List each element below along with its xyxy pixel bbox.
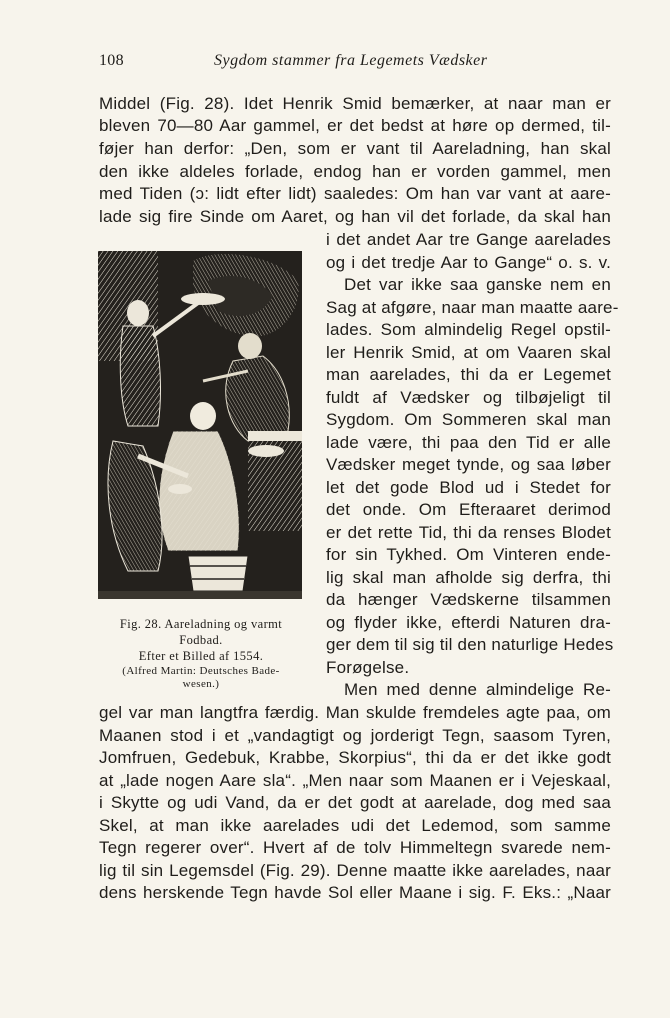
body-line: ger dem til sig til den naturlige Hedes bbox=[326, 635, 614, 654]
body-line: Det var ikke saa ganske nem en bbox=[344, 275, 611, 294]
figure-source-line: wesen.) bbox=[182, 678, 220, 690]
body-line: den ikke aldeles forlade, endog han er vorden gammel, men bbox=[99, 162, 611, 181]
woodcut-figure bbox=[98, 251, 302, 599]
body-line: lig til sin Legemsdel (Fig. 29). Denne maatte ikke aarelades, naar bbox=[99, 861, 611, 880]
woodcut-illustration bbox=[98, 251, 302, 599]
body-line: Men med denne almindelige Re- bbox=[344, 680, 611, 699]
body-line: lig skal man afholde sig derfra, thi bbox=[326, 568, 611, 587]
servant-head bbox=[127, 300, 149, 326]
body-line: Maanen stod i et „vandagtigt og jorderigt Tegn, saasom Tyren, bbox=[99, 726, 611, 745]
figure-caption-line: Efter et Billed af 1554. bbox=[138, 649, 264, 663]
body-line: og flyder ikke, efterdi Naturen dra- bbox=[326, 613, 611, 632]
figure-source-line: (Alfred Martin: Deutsches Bade- bbox=[122, 665, 280, 677]
figure-caption-line: Fodbad. bbox=[179, 633, 223, 647]
body-line: fuldt af Vædsker og tilbøjeligt til bbox=[326, 388, 611, 407]
blood-bowl bbox=[168, 484, 192, 494]
body-line: gel var man langtfra færdig. Man skulde fremdeles agte paa, om bbox=[99, 703, 611, 722]
body-line: Jomfruen, Gedebuk, Krabbe, Skorpius“, thi da er det ikke godt bbox=[99, 748, 611, 767]
body-line: og i det tredje Aar to Gange“ o. s. v. bbox=[326, 253, 611, 272]
body-line: Forøgelse. bbox=[326, 658, 410, 677]
body-line: lades. Som almindelig Regel opstil- bbox=[326, 320, 611, 339]
body-line: Skel, at man ikke aarelades udi det Ledemod, som samme bbox=[99, 816, 611, 835]
body-line: man aarelades, thi da er Legemet bbox=[326, 365, 611, 384]
body-line: ler Henrik Smid, at om Vaaren skal bbox=[326, 343, 611, 362]
platter bbox=[181, 293, 225, 305]
body-line: da hænger Vædskerne tilsammen bbox=[326, 590, 611, 609]
body-line: føjer han derfor: „Den, som er vant til Aareladning, han skal bbox=[99, 139, 611, 158]
surgeon-head bbox=[238, 333, 262, 359]
servant-body bbox=[120, 326, 160, 426]
body-line: Middel (Fig. 28). Idet Henrik Smid bemærker, at naar man er bbox=[99, 94, 611, 113]
body-line: lade være, thi paa den Tid er alle bbox=[326, 433, 611, 452]
body-line: lade sig fire Sinde om Aaret, og han vil det forlade, da skal han bbox=[99, 207, 611, 226]
floor bbox=[98, 591, 302, 599]
body-line: i Skytte og udi Vand, da er det godt at aarelade, dog med saa bbox=[99, 793, 611, 812]
body-line: Sag at afgøre, naar man maatte aare- bbox=[326, 298, 619, 317]
running-title: Sygdom stammer fra Legemets Vædsker bbox=[214, 52, 488, 69]
body-line: Sygdom. Om Sommeren skal man bbox=[326, 410, 611, 429]
body-line: let det gode Blod ud i Stedet for bbox=[326, 478, 611, 497]
body-line: for sin Tykhed. Om Vinteren ende- bbox=[326, 545, 611, 564]
patient-head bbox=[190, 402, 216, 430]
figure-caption-line: Fig. 28. Aareladning og varmt bbox=[119, 617, 283, 631]
body-line: Vædsker meget tynde, og saa løber bbox=[326, 455, 611, 474]
body-line: det onde. Om Efteraaret derimod bbox=[326, 500, 611, 519]
body-line: med Tiden (ɔ: lidt efter lidt) saaledes: Om han var vant at aare- bbox=[99, 184, 611, 203]
tablecloth bbox=[248, 441, 302, 531]
body-line: Tegn regerer over“. Hvert af de tolv Himmeltegn svarede nem- bbox=[99, 838, 611, 857]
running-header bbox=[99, 52, 619, 72]
body-line: er det rette Tid, thi da renses Blodet bbox=[326, 523, 611, 542]
page-number: 108 bbox=[99, 52, 124, 69]
body-line: at „lade nogen Aare sla“. „Men naar som Maanen er i Vejeskaal, bbox=[99, 771, 611, 790]
body-line: dens herskende Tegn havde Sol eller Maane i sig. F. Eks.: „Naar bbox=[99, 883, 611, 902]
foot-bath-tub bbox=[188, 556, 248, 591]
body-line: bleven 70—80 Aar gammel, er det bedst at høre op dermed, til- bbox=[99, 116, 611, 135]
table bbox=[248, 431, 302, 441]
body-line: i det andet Aar tre Gange aarelades bbox=[326, 230, 611, 249]
